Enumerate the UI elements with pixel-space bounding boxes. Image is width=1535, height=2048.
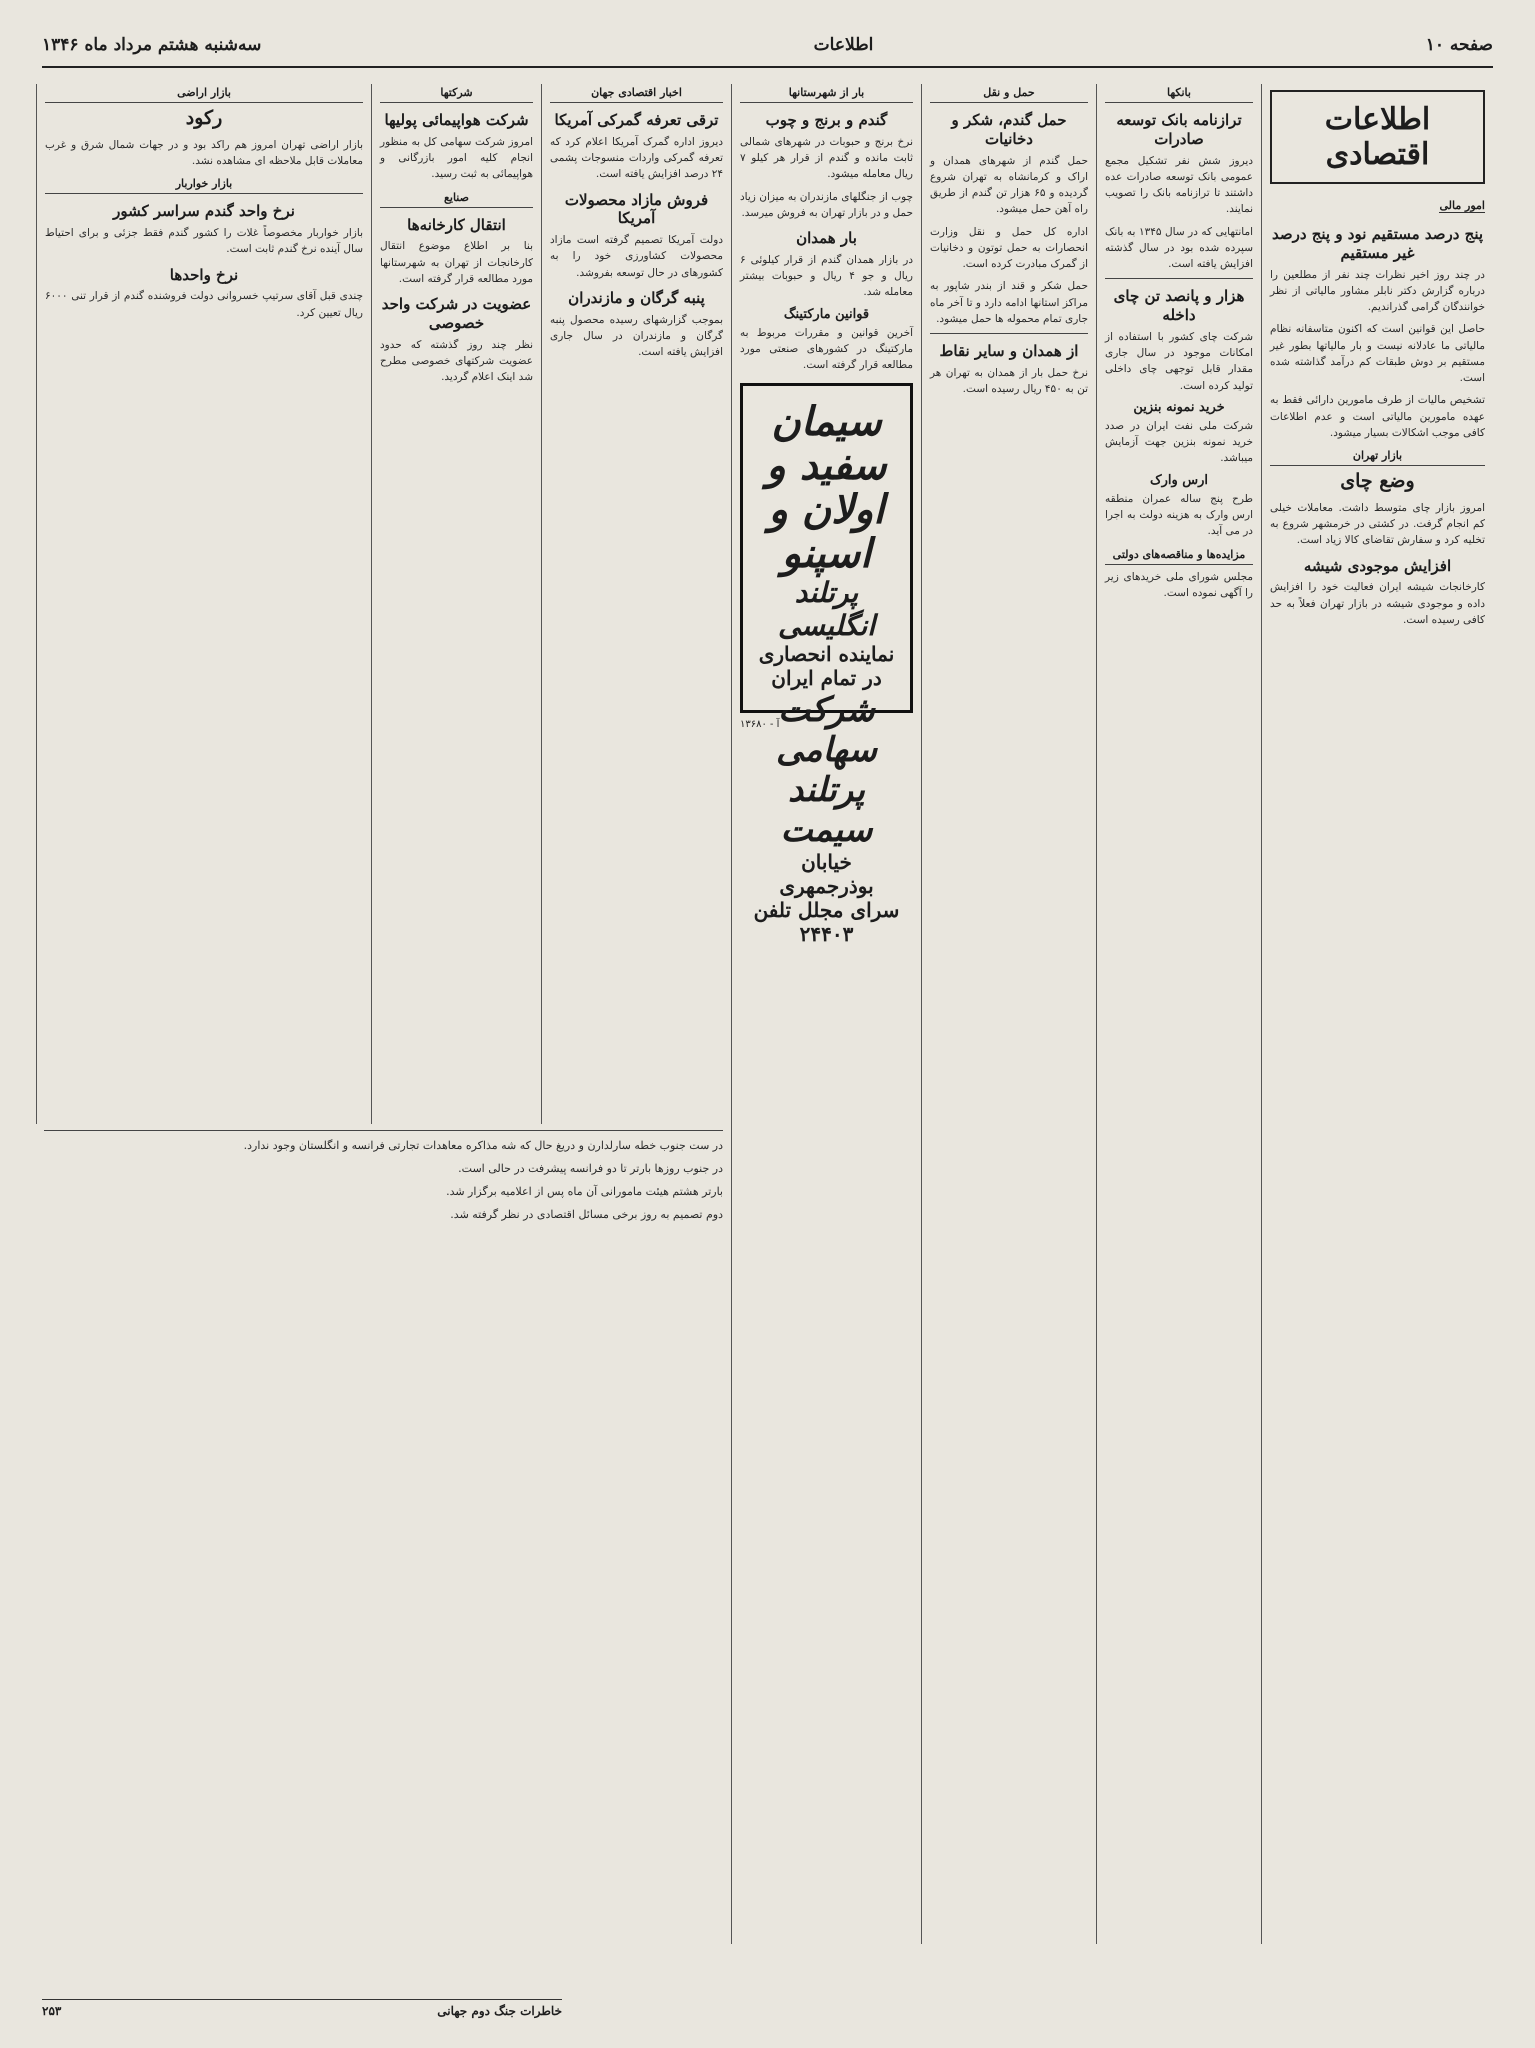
article-text: دوم تصمیم به روز برخی مسائل اقتصادی در نظر گرفته شد.: [450, 1208, 723, 1222]
article-text: نرخ حمل بار از همدان به تهران هر تن به ۴۵۰ ریال رسیده است.: [930, 366, 1088, 396]
article-text: در ست جنوب خطه سارلدارن و دریغ حال که شه مذاکره معاهدات تجارتی فرانسه و انگلستان وجود ندارد.: [243, 1139, 723, 1152]
paper-name: اطلاعات: [813, 35, 874, 55]
article-text: دولت آمریکا تصمیم گرفته است مازاد محصولات کشاورزی خود را به کشورهای در حال توسعه بفروشد.: [550, 234, 723, 279]
headline: ترازنامه بانک توسعه صادرات: [1116, 111, 1242, 148]
article-text: امانتهایی که در سال ۱۳۴۵ به بانک سپرده شده بود در سال گذشته افزایش یافته است.: [1105, 225, 1253, 271]
issue-date: سه‌شنبه هشتم مرداد ماه ۱۳۴۶: [42, 35, 262, 55]
divider: [44, 1130, 723, 1131]
article-text: نظر چند روز گذشته که حدود عضویت شرکتهای خصوصی مطرح شد اینک اعلام گردید.: [380, 338, 533, 384]
article-text: حاصل این قوانین است که اکنون متاسفانه نظام مالیاتی ما عادلانه نیست و بار مالیاتها بطور غیر مستقیم بر دوش طبقات کم درآمد گذاشته شده است.: [1270, 323, 1485, 385]
column-5: [541, 84, 731, 1124]
headline: شرکت هواپیمائی پولیها: [384, 111, 529, 129]
headline: خرید نمونه بنزین: [1133, 399, 1225, 415]
article-text: در بازار همدان گندم از قرار کیلوئی ۶ ریال و جو ۴ ریال و حبوبات بیشتر معامله شد.: [740, 253, 913, 299]
section-kicker: اخبار اقتصادی جهان: [550, 84, 723, 103]
article-text: چندی قبل آقای سرتیپ خسروانی دولت فروشنده گندم از قرار تنی ۶۰۰۰ ریال تعیین کرد.: [45, 290, 363, 319]
footer-title: خاطرات جنگ دوم جهانی: [437, 2004, 562, 2018]
headline: وضع چای: [1340, 470, 1415, 493]
headline: هزار و پانصد تن چای داخله: [1113, 287, 1245, 325]
headline: فروش مازاد محصولات آمریکا: [564, 190, 709, 228]
divider: [1105, 278, 1253, 279]
article-text: طرح پنج ساله عمران منطقه ارس وارک به هزینه دولت به اجرا در می آید.: [1105, 492, 1253, 538]
article-text: نرخ برنج و حبوبات در شهرهای شمالی ثابت مانده و گندم از قرار هر کیلو ۷ ریال معامله میشود.: [740, 135, 913, 181]
section-kicker: بانکها: [1105, 84, 1253, 103]
article-text: حمل شکر و قند از بندر شاپور به مراکز استانها ادامه دارد و تا آخر ماه جاری تمام محموله ها حمل میشود.: [930, 280, 1088, 325]
ad-line: شرکت سهامی پرتلند سیمت: [775, 690, 878, 851]
masthead: [42, 28, 1493, 62]
ad-line: سیمان سفید و اولان و اسپنو: [766, 398, 887, 578]
article-text: شرکت ملی نفت ایران در صدد خرید نمونه بنزین جهت آزمایش میباشد.: [1105, 419, 1253, 465]
article-text: مجلس شورای ملی خریدهای زیر را آگهی نموده است.: [1105, 570, 1253, 599]
article-text: بازار اراضی تهران امروز هم راکد بود و در جهات شمال شرق و غرب معاملات قابل ملاحظه ای مشاهده نشد.: [45, 138, 363, 168]
article-text: دیروز اداره گمرک آمریکا اعلام کرد که تعرفه گمرکی واردات منسوجات پشمی ۲۴ درصد افزایش یافته است.: [550, 135, 723, 181]
column-6: [371, 84, 541, 1124]
section-kicker: بازار تهران: [1270, 447, 1485, 466]
column-4: [731, 84, 921, 1944]
section-kicker: بار از شهرستانها: [740, 84, 913, 103]
article-text: کارخانجات شیشه ایران فعالیت خود را افزایش داده و موجودی شیشه در بازار تهران فعلاً به حد کافی رسیده است.: [1270, 581, 1485, 626]
article-text: بارتر هشتم هیئت مامورانی آن ماه پس از اعلامیه برگزار شد.: [446, 1185, 723, 1199]
section-kicker: بازار خواربار: [45, 175, 363, 194]
divider: [930, 333, 1088, 334]
columns-grid: [42, 84, 1493, 2018]
headline: ترقی تعرفه گمرکی آمریکا: [554, 111, 719, 129]
section-kicker: حمل و نقل: [930, 84, 1088, 103]
article-text: حمل گندم از شهرهای همدان و اراک و کرمانشاه به تهران شروع گردیده و ۶۵ هزار تن گندم از طریق راه آهن حمل میشود.: [930, 154, 1088, 216]
article-text: آخرین قوانین و مقررات مربوط به مارکتینگ در کشورهای صنعتی مورد مطالعه قرار گرفته است.: [740, 326, 913, 372]
headline: نرخ واحد گندم سراسر کشور: [113, 202, 295, 221]
headline: پنبه گرگان و مازندران: [568, 288, 705, 307]
section-tag: امور مالی: [1439, 199, 1485, 212]
column-1: [1261, 84, 1493, 1944]
headline: بار همدان: [796, 229, 857, 248]
section-kicker: صنایع: [380, 189, 533, 208]
article-text: در جنوب روزها بارتر تا دو فرانسه پیشرفت در حالی است.: [458, 1162, 723, 1176]
column-7: [36, 84, 371, 1124]
article-text: اداره کل حمل و نقل وزارت انحصارات به حمل توتون و دخانیات از گمرک مبادرت کرده است.: [930, 225, 1088, 271]
article-text: تشخیص مالیات از طرف مامورین دارائی فقط به عهده مامورین مالیاتی است و عدم اطلاعات کافی موجب اشکالات بسیار میشود.: [1270, 394, 1485, 439]
section-title: اطلاعات اقتصادی: [1324, 102, 1431, 172]
article-text: بنا بر اطلاع موضوع انتقال کارخانجات از تهران به شهرستانها مورد مطالعه قرار گرفته است.: [380, 240, 533, 285]
headline: انتقال کارخانه‌ها: [407, 215, 506, 234]
section-kicker: شرکتها: [380, 84, 533, 103]
section-kicker: بازار اراضی: [45, 84, 363, 103]
continuation-block: [36, 1124, 731, 1944]
article-text: شرکت چای کشور با استفاده از امکانات موجود در سال جاری مقدار قابل توجهی چای داخلی تولید کرده است.: [1105, 330, 1253, 392]
headline: نرخ واحدها: [169, 265, 239, 284]
article-text: امروز شرکت سهامی کل به منظور انجام کلیه امور بازرگانی و هواپیمائی به ثبت رسید.: [380, 135, 533, 181]
article-text: امروز بازار چای متوسط داشت. معاملات خیلی کم انجام گرفت. در کشتی در خرمشهر شروع به تخلیه کرد و سفارش تقاضای کالا زیاد است.: [1270, 501, 1485, 547]
article-text: چوب از جنگلهای مازندران به میزان زیاد حمل و در بازار تهران به فروش میرسد.: [740, 190, 913, 219]
article-text: دیروز شش نفر تشکیل مجمع عمومی بانک توسعه صادرات عده داشتند تا ترازنامه بانک را تصویب نمایند.: [1105, 154, 1253, 216]
headline: افزایش موجودی شیشه: [1303, 556, 1452, 575]
ad-line: پرتلند انگلیسی: [777, 576, 876, 643]
headline: پنج درصد مستقیم نود و پنج درصد غیر مستقیم: [1271, 225, 1484, 262]
headline: رکود: [185, 107, 223, 129]
footer-page-number: ۲۵۳: [42, 2004, 62, 2018]
headline: از همدان و سایر نقاط: [939, 342, 1079, 361]
column-3: [921, 84, 1096, 1944]
headline: عضویت در شرکت واحد خصوصی: [381, 295, 532, 332]
article-text: در چند روز اخیر نظرات چند نفر از مطلعین را درباره گزارش دکتر نابلر مشاور مالیاتی از نظر خوانندگان گرامی گذراندیم.: [1270, 268, 1485, 314]
ad-line: نماینده انحصاری در تمام ایران: [758, 642, 895, 691]
headline: حمل گندم، شکر و دخانیات: [951, 111, 1067, 148]
headline: قوانین مارکتینگ: [783, 306, 870, 322]
article-text: بازار خواربار مخصوصاً غلات را کشور گندم فقط جزئی و برای احتیاط سال آینده نرخ گندم ثابت است.: [45, 227, 363, 256]
ad-line: خیابان بوذرجمهری سرای مجلل تلفن ۲۴۴۰۳: [753, 850, 900, 947]
column-2: [1096, 84, 1261, 1944]
masthead-rule: [42, 66, 1493, 68]
headline: ارس وارک: [1149, 472, 1209, 488]
section-brand: [1270, 90, 1485, 184]
ad-reference: آ - ۱۳۶۸۰: [740, 719, 780, 731]
footer-strip: [42, 1999, 562, 2018]
article-text: بموجب گزارشهای رسیده محصول پنبه گرگان و مازندران در سال جاری افزایش یافته است.: [550, 313, 723, 359]
headline: گندم و برنج و چوب: [765, 111, 888, 129]
page-number: صفحه ۱۰: [1425, 35, 1493, 55]
section-kicker: مزایده‌ها و مناقصه‌های دولتی: [1105, 546, 1253, 565]
